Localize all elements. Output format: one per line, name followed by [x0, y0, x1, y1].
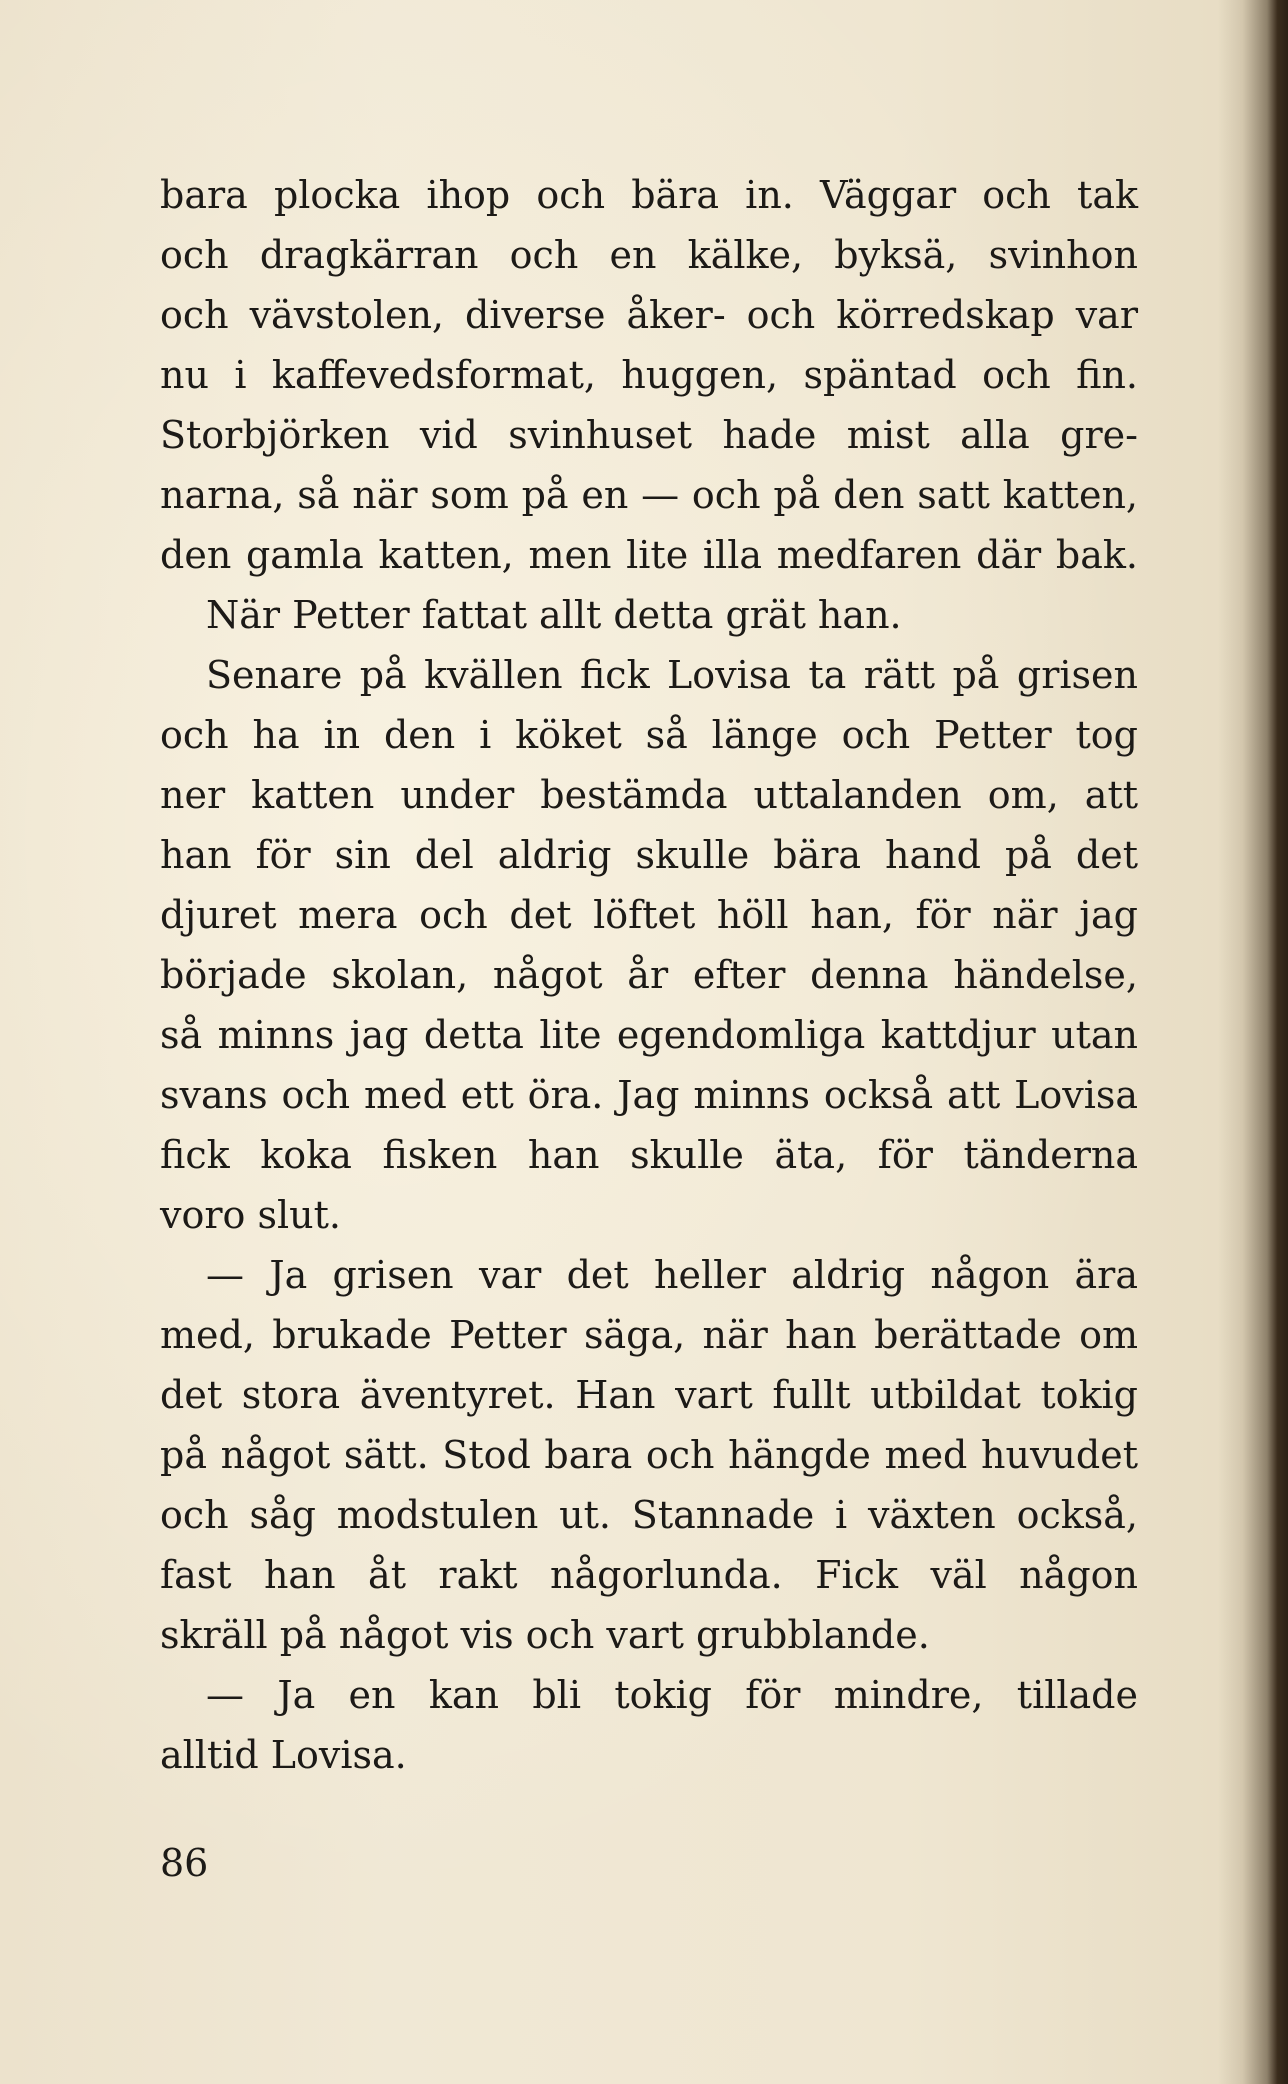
text-line: fast han åt rakt någorlunda. Fick väl någon	[160, 1553, 1138, 1597]
text-line: alltid Lovisa.	[160, 1733, 407, 1777]
text-line: — Ja en kan bli tokig för mindre, tillade	[206, 1673, 1138, 1717]
text-line: bara plocka ihop och bära in. Väggar och tak	[160, 173, 1138, 217]
text-line: och såg modstulen ut. Stannade i växten också,	[160, 1493, 1138, 1537]
text-line: den gamla katten, men lite illa medfaren där bak.	[160, 533, 1138, 577]
text-line: När Petter fattat allt detta grät han.	[206, 593, 902, 637]
text-line: djuret mera och det löftet höll han, för när jag	[160, 893, 1138, 937]
text-line: skräll på något vis och vart grubblande.	[160, 1613, 930, 1657]
text-line: han för sin del aldrig skulle bära hand på det	[160, 833, 1138, 877]
book-gutter-shadow	[1218, 0, 1288, 2084]
text-line: med, brukade Petter säga, när han berättade om	[160, 1313, 1138, 1357]
text-line: på något sätt. Stod bara och hängde med huvudet	[160, 1433, 1138, 1477]
body-text	[160, 165, 1138, 1785]
text-line: och ha in den i köket så länge och Petter tog	[160, 713, 1138, 757]
text-line: Senare på kvällen fick Lovisa ta rätt på grisen	[206, 653, 1138, 697]
text-line: narna, så när som på en — och på den satt katten,	[160, 473, 1138, 517]
text-line: ner katten under bestämda uttalanden om, att	[160, 773, 1138, 817]
text-line: — Ja grisen var det heller aldrig någon ära	[206, 1253, 1138, 1297]
page-number: 86	[160, 1841, 209, 1885]
text-line: började skolan, något år efter denna händelse,	[160, 953, 1138, 997]
text-line: och dragkärran och en kälke, byksä, svinhon	[160, 233, 1138, 277]
text-line: voro slut.	[160, 1193, 341, 1237]
text-line: nu i kaffevedsformat, huggen, späntad och fin.	[160, 353, 1138, 397]
text-line: och vävstolen, diverse åker- och körredskap var	[160, 293, 1138, 337]
text-line: så minns jag detta lite egendomliga kattdjur utan	[160, 1013, 1138, 1057]
text-line: det stora äventyret. Han vart fullt utbildat tokig	[160, 1373, 1138, 1417]
text-line: Storbjörken vid svinhuset hade mist alla gre-	[160, 413, 1138, 457]
text-line: svans och med ett öra. Jag minns också att Lovisa	[160, 1073, 1138, 1117]
text-line: fick koka fisken han skulle äta, för tänderna	[160, 1133, 1138, 1177]
